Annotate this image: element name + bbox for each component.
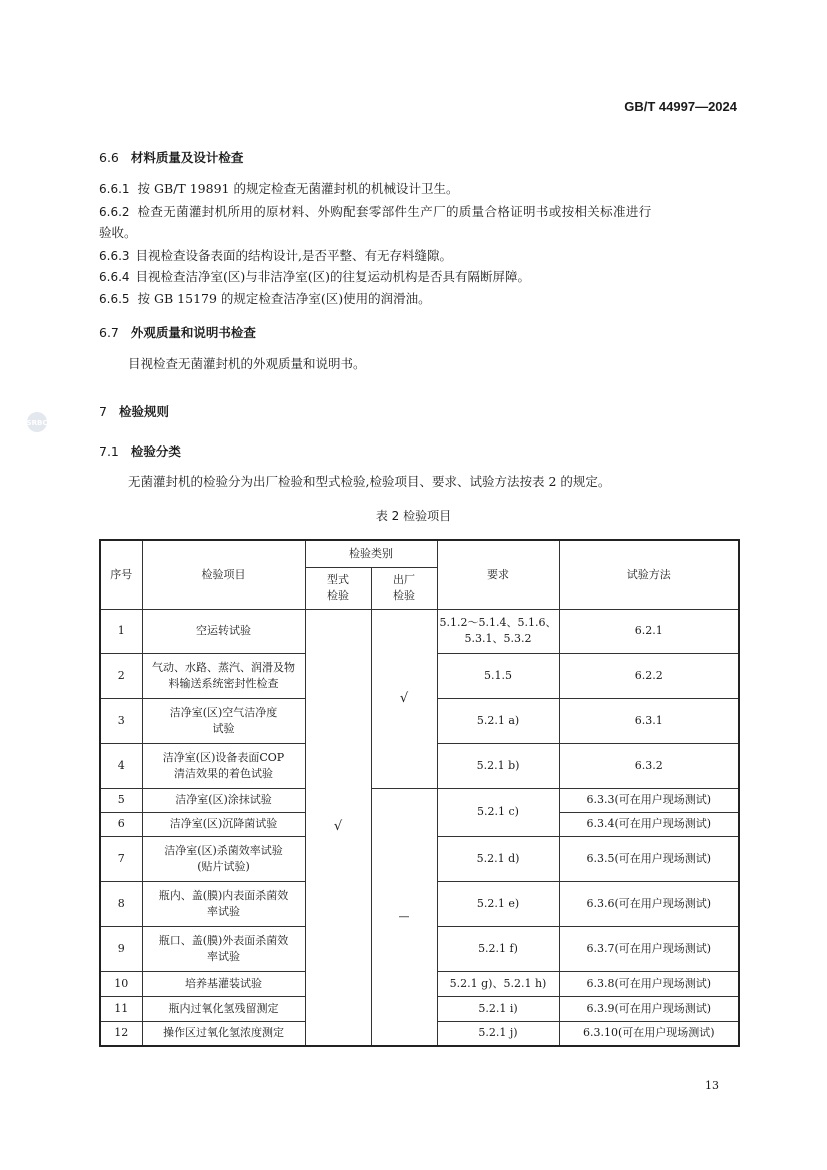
section-number: 6.6 (99, 150, 119, 165)
section-6-7-heading (99, 323, 256, 341)
row-item (142, 1021, 305, 1046)
section-7-1-body: 无菌灌封机的检验分为出厂检验和型式检验,检验项目、要求、试验方法按表 2 的规定。 (128, 474, 611, 489)
row-method: 6.3.2 (559, 743, 739, 788)
section-title: 外观质量和说明书检查 (130, 325, 256, 340)
row-item-line: 洁净室(区)空气洁净度 (169, 705, 278, 719)
standard-number: GB/T 44997—2024 (624, 99, 737, 114)
page-number: 13 (705, 1079, 719, 1092)
section-number: 6.7 (99, 325, 119, 340)
row-requirement (437, 881, 559, 926)
row-item (142, 881, 305, 926)
row-req-line: 5.2.1 j) (478, 1026, 518, 1040)
row-requirement (437, 836, 559, 881)
row-item (142, 743, 305, 788)
row-req-line: 5.3.1、5.3.2 (464, 632, 532, 645)
clause-6-6-1 (99, 179, 458, 199)
header-factory-test-line: 检验 (393, 589, 415, 602)
clause-6-6-3 (99, 246, 452, 266)
clause-number: 6.6.3 (99, 249, 130, 263)
row-item (142, 836, 305, 881)
row-item-line: 料输送系统密封性检查 (168, 676, 279, 690)
row-requirement (437, 788, 559, 836)
row-method: 6.3.10(可在用户现场测试) (559, 1021, 739, 1046)
clause-text: 检查无菌灌封机所用的原材料、外购配套零部件生产厂的质量合格证明书或按相关标准进行 (137, 204, 652, 219)
row-requirement (437, 653, 559, 698)
clause-text: 按 GB/T 19891 的规定检查无菌灌封机的机械设计卫生。 (137, 181, 459, 196)
clause-number: 6.6.4 (99, 270, 130, 284)
row-no: 6 (100, 812, 142, 836)
watermark-text: SRBC (26, 419, 48, 427)
header-no: 序号 (100, 540, 142, 609)
row-no: 12 (100, 1021, 142, 1046)
row-requirement (437, 971, 559, 996)
header-item: 检验项目 (142, 540, 305, 609)
row-item (142, 926, 305, 971)
row-item-line: 气动、水路、蒸汽、润滑及物 (152, 660, 295, 674)
row-item-line: 试验 (212, 721, 235, 735)
clause-text: 目视检查设备表面的结构设计,是否平整、有无存料缝隙。 (135, 248, 453, 263)
row-no: 2 (100, 653, 142, 698)
row-req-line: 5.2.1 a) (476, 713, 520, 727)
section-7-1-heading (99, 442, 181, 460)
row-method: 6.2.1 (559, 609, 739, 653)
type-test-check: √ (305, 609, 371, 1046)
row-req-line: 5.2.1 b) (476, 758, 520, 772)
row-item-line: (贴片试验) (197, 859, 250, 873)
row-req-line: 5.2.1 g)、5.2.1 h) (449, 976, 547, 990)
clause-text: 按 GB 15179 的规定检查洁净室(区)使用的润滑油。 (137, 291, 431, 306)
clause-6-6-4 (99, 267, 530, 287)
row-method: 6.3.7(可在用户现场测试) (559, 926, 739, 971)
section-title: 检验规则 (118, 404, 169, 419)
row-item (142, 609, 305, 653)
clause-6-6-5 (99, 289, 431, 309)
section-7-heading (99, 402, 169, 420)
row-item-line: 率试验 (207, 904, 240, 918)
section-number: 7 (99, 404, 107, 419)
section-title: 材料质量及设计检查 (130, 150, 244, 165)
row-item-line: 操作区过氧化氢浓度测定 (163, 1026, 284, 1040)
row-method: 6.3.9(可在用户现场测试) (559, 996, 739, 1021)
header-requirement: 要求 (437, 540, 559, 609)
header-factory-test (371, 567, 437, 609)
row-no: 1 (100, 609, 142, 653)
row-item-line: 培养基灌装试验 (185, 976, 262, 990)
row-req-line: 5.2.1 i) (478, 1001, 518, 1015)
row-requirement (437, 743, 559, 788)
table-row (100, 788, 739, 812)
row-item-line: 瓶内过氧化氢残留测定 (168, 1001, 279, 1015)
row-method: 6.3.1 (559, 698, 739, 743)
row-req-line: 5.1.2～5.1.4、5.1.6、 (439, 616, 557, 629)
header-factory-test-line: 出厂 (393, 573, 415, 586)
row-no: 7 (100, 836, 142, 881)
table-row (100, 609, 739, 653)
row-requirement (437, 996, 559, 1021)
row-item-line: 率试验 (207, 949, 240, 963)
header-type-test-line: 型式 (327, 573, 349, 586)
clause-text: 目视检查洁净室(区)与非洁净室(区)的往复运动机构是否具有隔断屏障。 (135, 269, 531, 284)
table-caption: 表 2 检验项目 (375, 509, 452, 523)
row-item-line: 洁净室(区)沉降菌试验 (169, 817, 278, 830)
section-6-7-body: 目视检查无菌灌封机的外观质量和说明书。 (128, 356, 366, 371)
row-item-line: 瓶口、盖(膜)外表面杀菌效 (158, 933, 289, 947)
row-item (142, 653, 305, 698)
row-req-line: 5.2.1 d) (476, 851, 520, 865)
clause-6-6-2 (99, 202, 652, 222)
row-item (142, 698, 305, 743)
row-method: 6.3.3(可在用户现场测试) (559, 788, 739, 812)
row-item-line: 洁净室(区)杀菌效率试验 (164, 843, 283, 857)
row-item-line: 洁净室(区)设备表面COP (162, 750, 285, 764)
row-item (142, 971, 305, 996)
row-requirement (437, 609, 559, 653)
clause-number: 6.6.2 (99, 205, 130, 219)
row-req-line: 5.1.5 (484, 668, 512, 682)
clause-6-6-2-continued: 验收。 (99, 225, 137, 240)
row-requirement (437, 698, 559, 743)
row-no: 5 (100, 788, 142, 812)
row-item-line: 洁净室(区)涂抹试验 (175, 793, 272, 806)
row-item-line: 空运转试验 (196, 624, 251, 637)
row-method: 6.3.8(可在用户现场测试) (559, 971, 739, 996)
section-6-6-heading (99, 148, 243, 166)
header-type-test (305, 567, 371, 609)
row-req-line: 5.2.1 e) (476, 896, 520, 910)
row-req-line: 5.2.1 f) (478, 941, 518, 955)
header-method: 试验方法 (559, 540, 739, 609)
row-item (142, 812, 305, 836)
row-no: 3 (100, 698, 142, 743)
inspection-items-table (99, 539, 740, 1047)
header-category: 检验类别 (305, 540, 437, 567)
row-method: 6.3.5(可在用户现场测试) (559, 836, 739, 881)
row-method: 6.3.6(可在用户现场测试) (559, 881, 739, 926)
section-title: 检验分类 (130, 444, 181, 459)
row-no: 8 (100, 881, 142, 926)
srbc-watermark-icon (26, 411, 48, 433)
row-no: 4 (100, 743, 142, 788)
row-requirement (437, 1021, 559, 1046)
factory-test-dash: — (371, 788, 437, 1046)
row-no: 10 (100, 971, 142, 996)
row-method: 6.3.4(可在用户现场测试) (559, 812, 739, 836)
row-no: 11 (100, 996, 142, 1021)
row-item-line: 瓶内、盖(膜)内表面杀菌效 (158, 888, 289, 902)
row-item (142, 996, 305, 1021)
row-item (142, 788, 305, 812)
section-number: 7.1 (99, 444, 119, 459)
factory-test-check: √ (371, 609, 437, 788)
clause-number: 6.6.5 (99, 292, 130, 306)
row-requirement (437, 926, 559, 971)
row-item-line: 清洁效果的着色试验 (174, 766, 273, 780)
header-type-test-line: 检验 (327, 589, 349, 602)
row-req-line: 5.2.1 c) (477, 805, 519, 818)
row-method: 6.2.2 (559, 653, 739, 698)
clause-number: 6.6.1 (99, 182, 130, 196)
row-no: 9 (100, 926, 142, 971)
